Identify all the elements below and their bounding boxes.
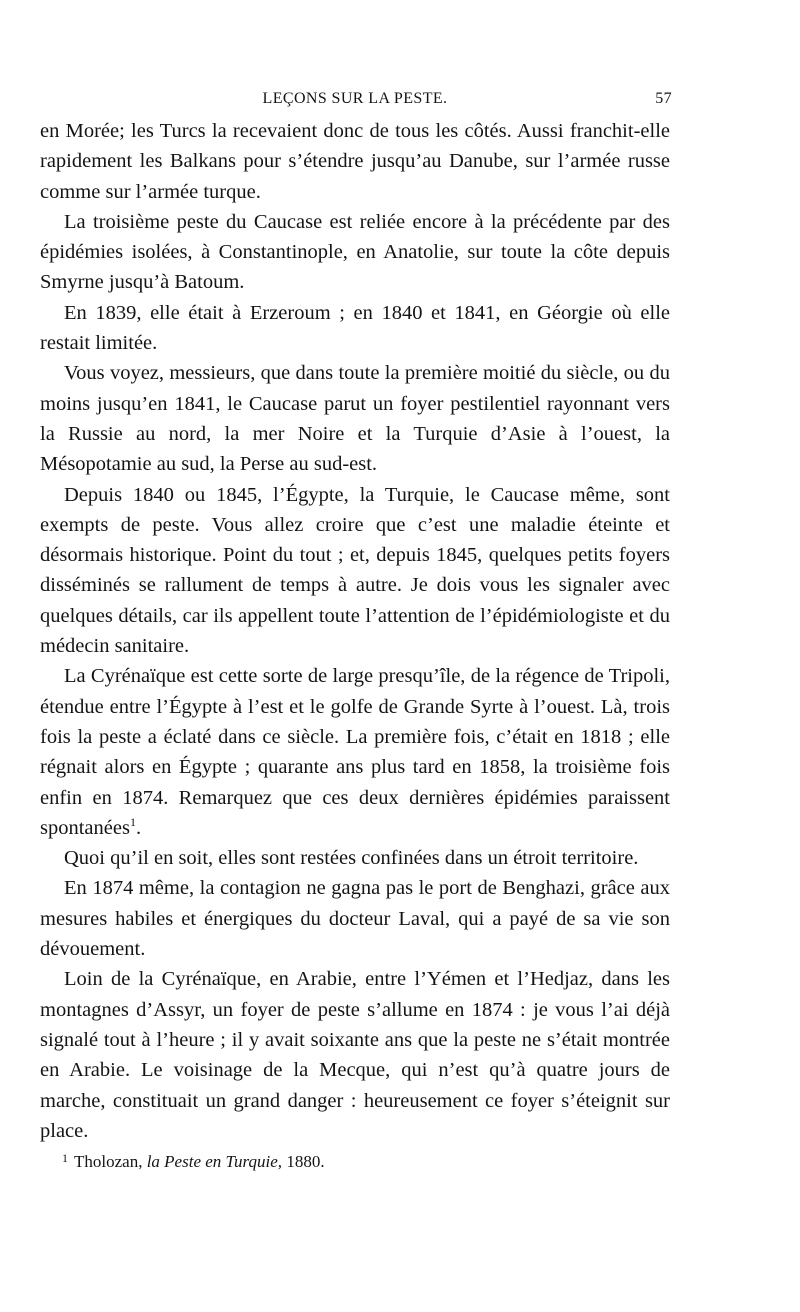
footnote-year: 1880. xyxy=(286,1152,325,1172)
running-title: LEÇONS SUR LA PESTE. xyxy=(262,90,448,107)
footnote-mark: 1 xyxy=(62,1151,68,1166)
paragraph: En 1839, elle était à Erzeroum ; en 1840 et 1841, en Géorgie où elle restait limitée. xyxy=(40,301,670,355)
paragraph: La troisième peste du Caucase est reliée encore à la précédente par des épidémies isolées, à Constantinople, en Anatolie, sur toute la côte depuis Smyrne jusqu’à Batoum. xyxy=(40,210,670,294)
footnote-author: Tholozan, xyxy=(74,1152,143,1172)
paragraph: Loin de la Cyrénaïque, en Arabie, entre l’Yémen et l’Hedjaz, dans les montagnes d’Assyr, un foyer de peste s’allume en 1874 : je vous l’ai déjà signalé tout à l’heure ; il y avait soixante ans que la peste ne s’était montrée en Arabie. Le voisinage de la Mecque, qui n’est qu’à quatre jours de marche, constituait un grand danger : heureusement ce foyer s’éteignit sur place. xyxy=(40,968,670,1142)
paragraph: La Cyrénaïque est cette sorte de large presqu’île, de la régence de Tripoli, étendue entre l’Égypte à l’est et le golfe de Grande Syrte à l’ouest. Là, trois fois la peste a éclaté dans ce siècle. La première fois, c’était en 1818 ; elle régnait alors en Égypte ; quarante ans plus tard en 1858, la troisième fois enfin en 1874. Remarquez que ces deux dernières épidémies paraissent spontanées$^1$. xyxy=(40,665,670,839)
body-text xyxy=(40,116,670,1146)
paragraph: Quoi qu’il en soit, elles sont restées confinées dans un étroit territoire. xyxy=(64,847,639,870)
paragraph-text: La Cyrénaïque est cette sorte de large presqu’île, de la régence de Tripoli, étendue entre l’Égypte à l’est et le golfe de Grande Syrte à l’ouest. Là, trois fois la peste a éclaté dans ce siècle. La première fois, c’était en 1818 ; elle régnait alors en Égypte ; quarante ans plus tard en 1858, la troisième fois enfin en 1874. Remarquez que ces deux dernières épidémies paraissent spontanées xyxy=(40,665,670,839)
paragraph: Vous voyez, messieurs, que dans toute la première moitié du siècle, ou du moins jusqu’en 1841, le Caucase parut un foyer pestilentiel rayonnant vers la Russie au nord, la mer Noire et la Turquie d’Asie à l’ouest, la Mésopotamie au sud, la Perse au sud-est. xyxy=(40,362,670,476)
footnote-title: la Peste en Turquie, xyxy=(146,1152,283,1172)
page-number: 57 xyxy=(655,90,672,107)
paragraph: en Morée; les Turcs la recevaient donc de tous les côtés. Aussi franchit-elle rapidement les Balkans pour s’étendre jusqu’au Danube, sur l’armée russe comme sur l’armée turque. xyxy=(40,120,670,203)
page-header xyxy=(40,86,670,116)
paragraph: Depuis 1840 ou 1845, l’Égypte, la Turquie, le Caucase même, sont exempts de peste. Vous allez croire que c’est une maladie éteinte et désormais historique. Point du tout ; et, depuis 1845, quelques petits foyers disséminés se rallument de temps à autre. Je dois vous les signaler avec quelques détails, car ils appellent toute l’attention de l’épidémiologiste et du médecin sanitaire. xyxy=(40,483,670,658)
footnote xyxy=(40,1150,670,1174)
footnote-reference: 1 xyxy=(129,815,136,829)
paragraph: En 1874 même, la contagion ne gagna pas le port de Benghazi, grâce aux mesures habiles et énergiques du docteur Laval, qui a payé de sa vie son dévouement. xyxy=(40,877,670,961)
book-page xyxy=(40,86,670,1174)
